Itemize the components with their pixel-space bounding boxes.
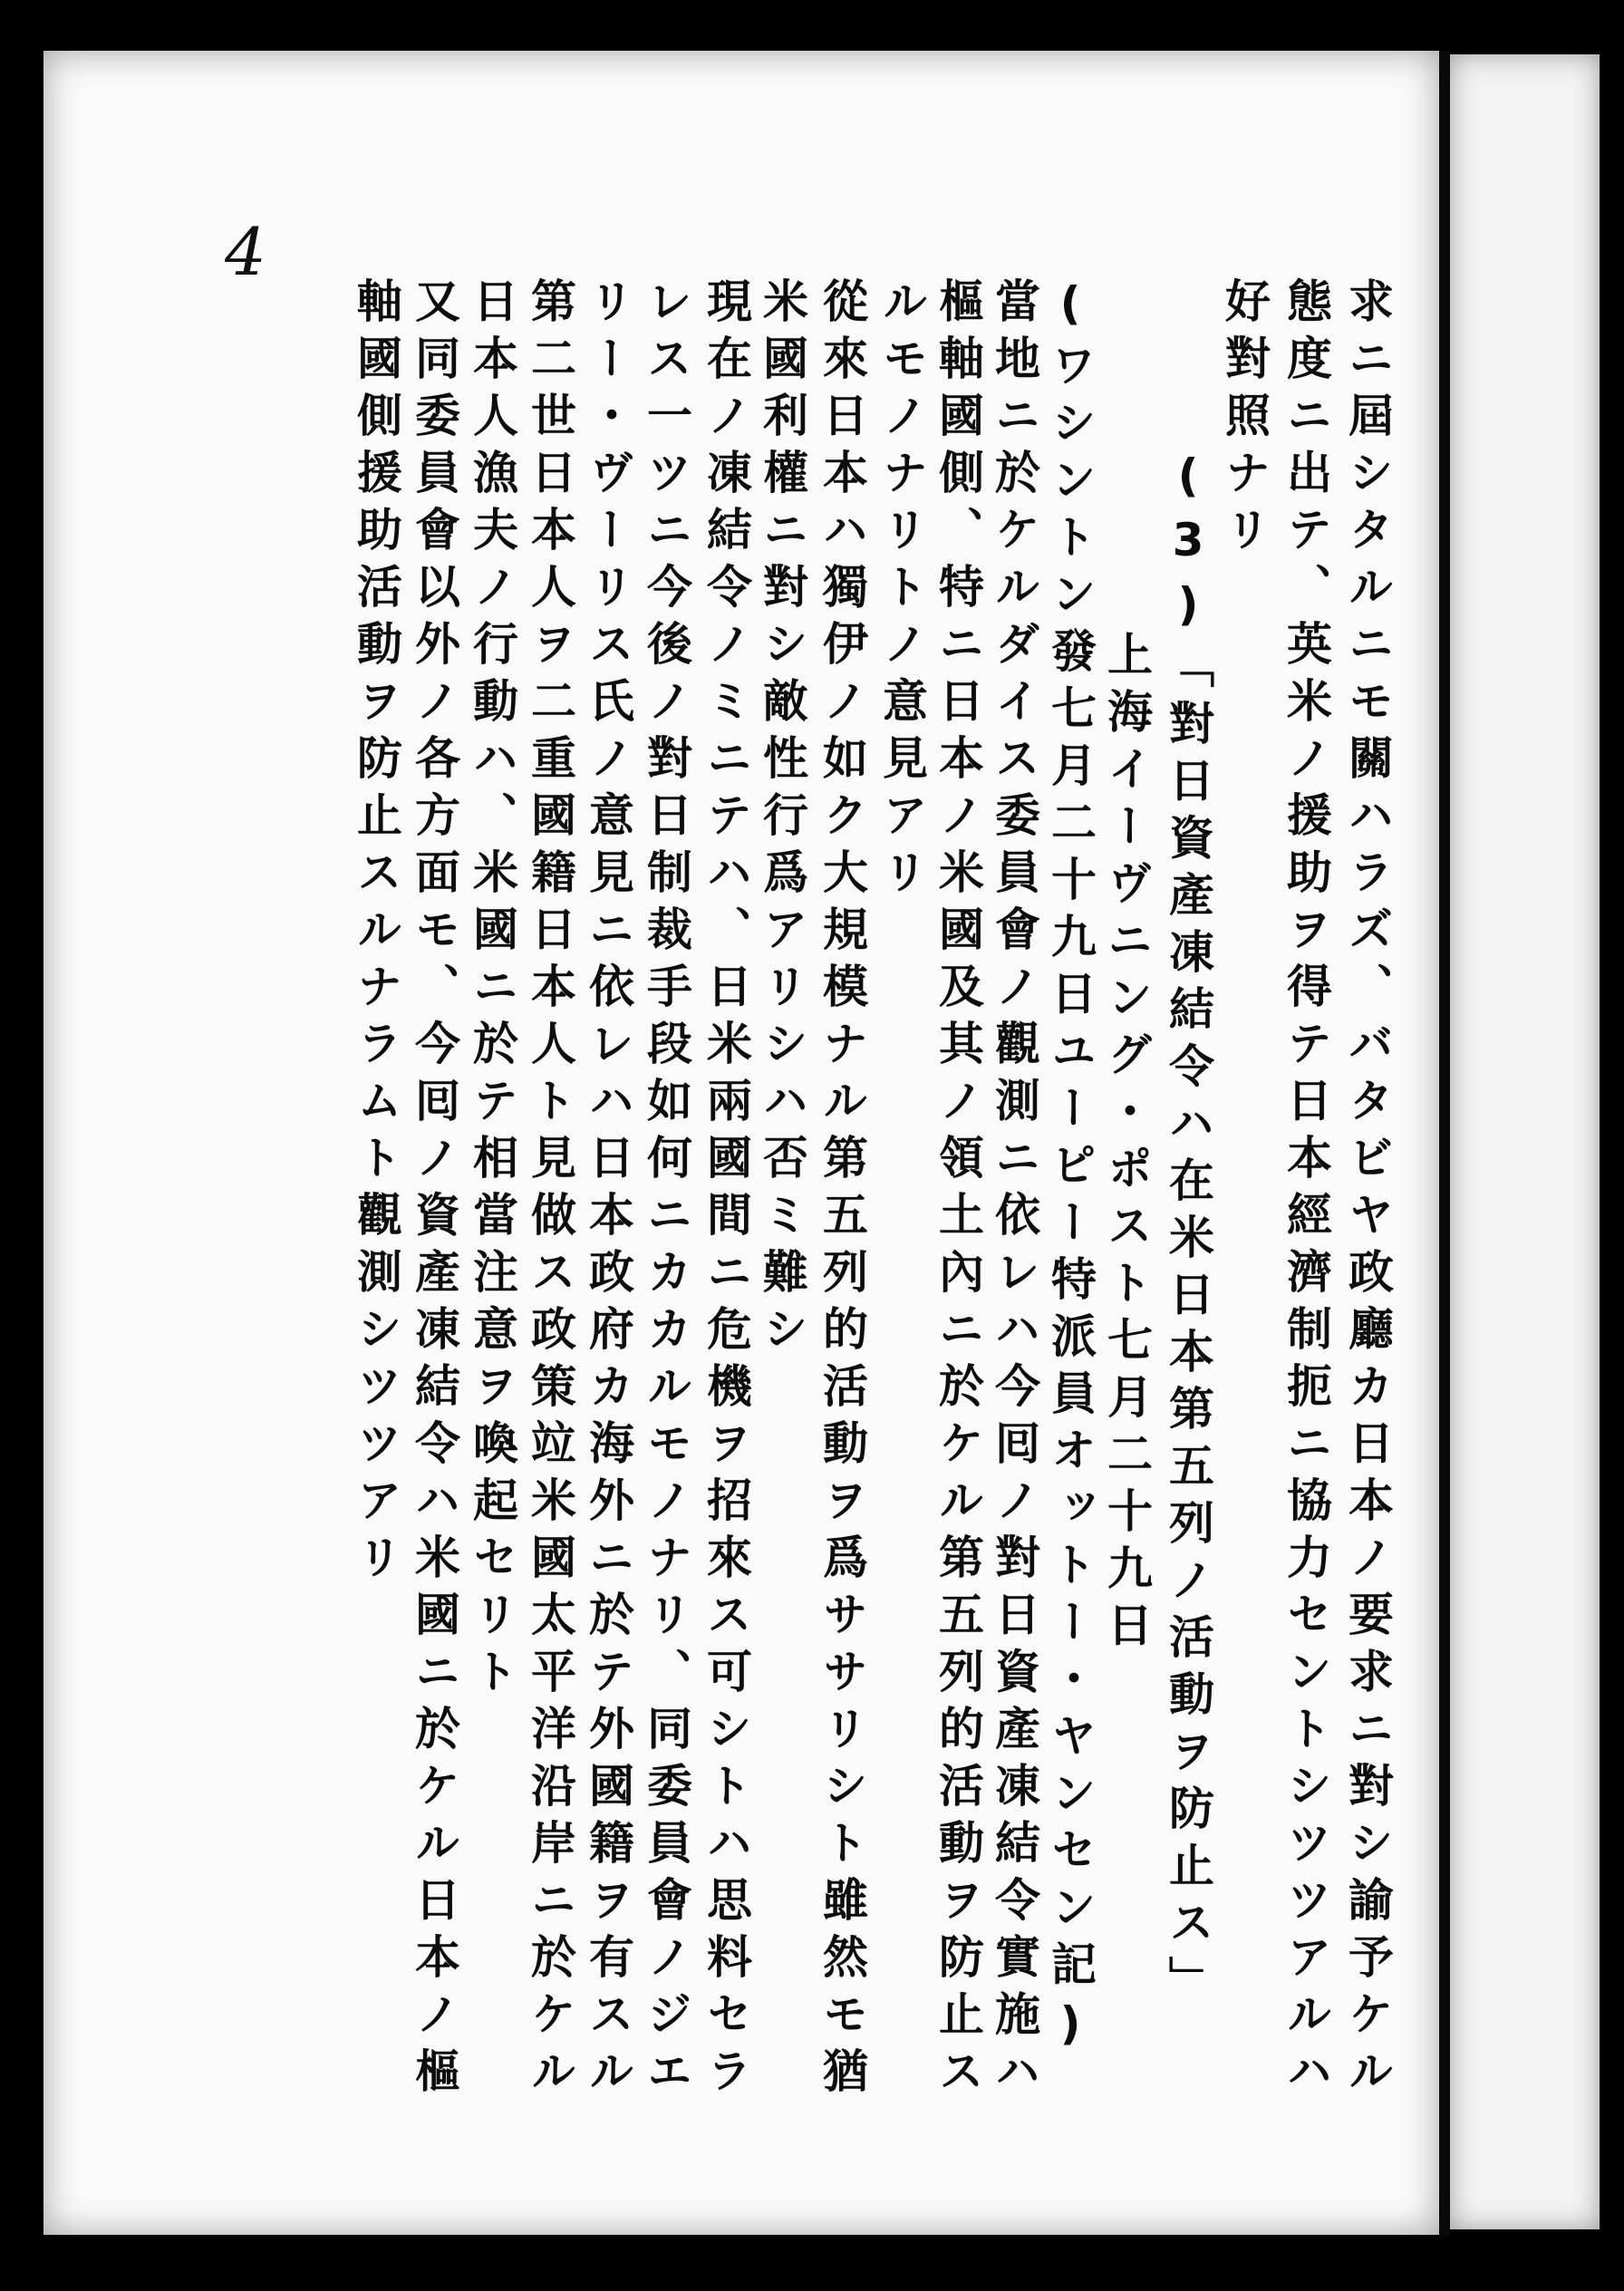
text-column-13: レス一ツニ今後ノ對日制裁手段如何ニカカルモノナリ、同委員會ノジエ bbox=[640, 277, 692, 2104]
document-page bbox=[44, 51, 1439, 2235]
text-column-12: 現在ノ凍結令ノミニテハ、日米兩國間ニ危機ヲ招來ス可シトハ思料セラ bbox=[700, 277, 752, 2104]
text-column-7: 當地ニ於ケルダイス委員會ノ觀測ニ依レハ今囘ノ對日資產凍結令實施ハ bbox=[988, 277, 1040, 2104]
source-line: 上海イーヴニング・ポスト七月二十九日 bbox=[1100, 631, 1153, 1658]
text-column-1: 求ニ屆シタルニモ關ハラズ、バタビヤ政廳カ日本ノ要求ニ對シ諭予ケル bbox=[1341, 277, 1394, 2104]
adjacent-page-edge bbox=[1450, 54, 1600, 2229]
text-column-8: 樞軸國側、特ニ日本ノ米國及其ノ領土內ニ於ケル第五列的活動ヲ防止ス bbox=[932, 277, 984, 2104]
text-column-10: 從來日本ハ獨伊ノ如ク大規模ナル第五列的活動ヲ爲ササリシト雖然モ猶 bbox=[816, 277, 868, 2104]
page-number: 4 bbox=[225, 214, 266, 290]
text-column-2: 態度ニ出テ、英米ノ援助ヲ得テ日本經濟制扼ニ協力セントシツツアルハ bbox=[1280, 277, 1332, 2104]
text-column-6: (ワシントン發七月二十九日ユーピー特派員オットー・ヤンセン記) bbox=[1044, 277, 1097, 2062]
text-column-15: 第二世日本人ヲ二重國籍日本人ト見做ス政策竝米國太平洋沿岸ニ於ケル bbox=[524, 277, 576, 2104]
text-column-3: 好對照ナリ bbox=[1218, 277, 1271, 563]
text-column-18: 軸國側援助活動ヲ防止スルナラムト觀測シツツアリ bbox=[350, 277, 402, 1590]
text-column-11: 米國利權ニ對シ敵性行爲アリシハ否ミ難シ bbox=[756, 277, 808, 1362]
text-column-14: リー・ヴーリス氏ノ意見ニ依レハ日本政府カ海外ニ於テ外國籍ヲ有スル bbox=[582, 277, 634, 2104]
page-fold-shadow bbox=[1439, 51, 1450, 2235]
text-column-17: 又同委員會以外ノ各方面モ、今囘ノ資產凍結令ハ米國ニ於ケル日本ノ樞 bbox=[408, 277, 460, 2104]
text-column-9: ルモノナリトノ意見アリ bbox=[875, 277, 928, 905]
scan-border bbox=[0, 0, 44, 2291]
text-column-16: 日本人漁夫ノ行動ハ、米國ニ於テ相當注意ヲ喚起セリト bbox=[466, 277, 518, 1705]
section-heading: (3)「對日資產凍結令ハ在米日本第五列ノ活動ヲ防止ス」 bbox=[1162, 450, 1214, 2013]
